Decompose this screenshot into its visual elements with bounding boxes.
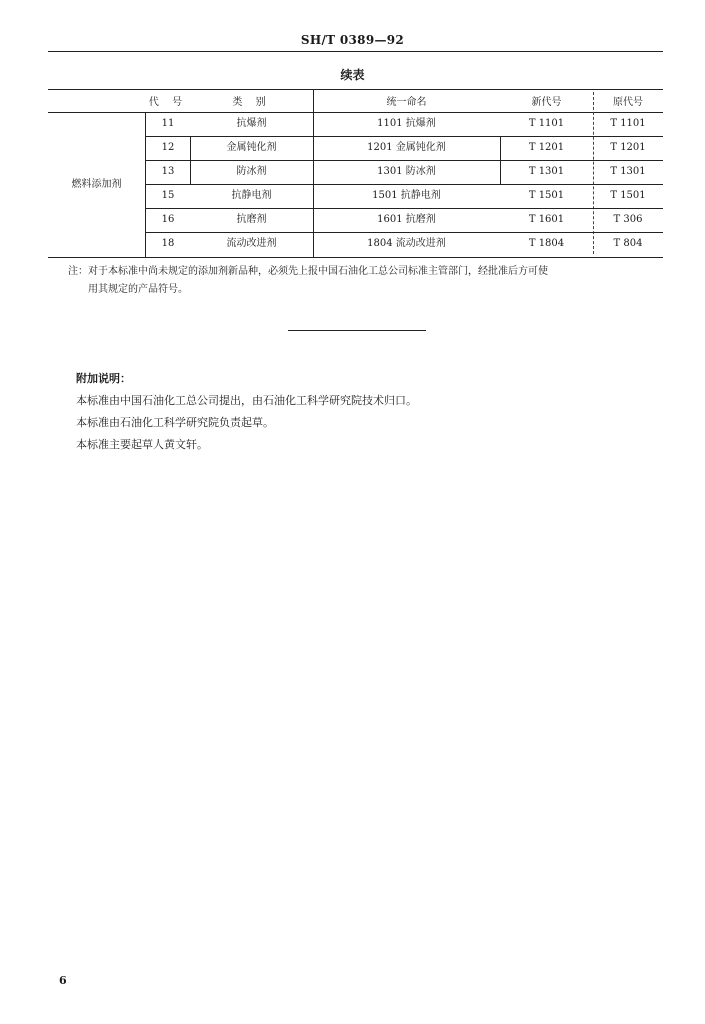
row-category: 抗爆剂 [236,118,267,129]
column-header-category: 类 别 [232,97,271,108]
row-new-code: T 1201 [528,142,565,153]
column-header-code: 代 号 [148,97,188,108]
row-code: 16 [161,214,175,225]
row-unified-name: 1201 金属钝化剂 [367,142,446,153]
table-header-border [48,112,663,113]
table-caption: 续表 [340,68,365,82]
row-old-code: T 1101 [610,118,646,129]
row-old-code: T 306 [613,214,643,225]
page-number: 6 [59,974,67,987]
row-new-code: T 1601 [528,214,565,225]
row-category: 流动改进剂 [226,238,277,249]
row-separator [145,136,663,137]
note-text-line-2: 用其规定的产品符号。 [88,284,188,295]
note-text-line-1: 对于本标准中尚未规定的添加剂新品种，必须先上报中国石油化工总公司标准主管部门，经批准后方可使 [88,266,548,277]
addendum-line: 本标准由石油化工科学研究院负责起草。 [76,416,274,429]
row-category: 抗静电剂 [231,190,272,201]
column-header-old-code: 原代号 [613,97,643,108]
row-code: 13 [161,166,175,177]
row-separator [145,160,663,161]
column-header-unified-name: 统一命名 [386,97,427,108]
row-new-code: T 1101 [528,118,565,129]
row-separator [145,184,663,185]
row-code: 15 [161,190,175,201]
standard-code: SH/T 0389—92 [300,33,405,47]
table-top-border [48,89,663,90]
addendum-line: 本标准由中国石油化工总公司提出，由石油化工科学研究院技术归口。 [76,394,417,407]
row-unified-name: 1501 抗静电剂 [372,190,441,201]
row-unified-name: 1804 流动改进剂 [367,238,446,249]
row-new-code: T 1804 [528,238,565,249]
addendum-line: 本标准主要起草人黄文轩。 [76,438,208,451]
column-header-new-code: 新代号 [531,97,562,108]
row-unified-name: 1101 抗爆剂 [377,118,436,129]
row-new-code: T 1501 [528,190,565,201]
note-label: 注： [68,266,88,277]
row-code: 11 [161,118,175,129]
row-separator [145,208,663,209]
group-label: 燃料添加剂 [71,179,122,190]
row-category: 防冰剂 [236,166,267,177]
row-old-code: T 1201 [610,142,646,153]
row-category: 金属钝化剂 [226,142,277,153]
row-category: 抗磨剂 [236,214,267,225]
row-unified-name: 1601 抗磨剂 [377,214,436,225]
row-unified-name: 1301 防冰剂 [377,166,436,177]
section-separator [288,330,426,331]
row-old-code: T 1501 [610,190,646,201]
row-new-code: T 1301 [528,166,565,177]
row-code: 12 [161,142,175,153]
row-old-code: T 804 [613,238,643,249]
row-old-code: T 1301 [610,166,646,177]
header-rule [48,51,663,52]
addendum-title: 附加说明： [76,372,131,385]
row-separator [145,232,663,233]
row-code: 18 [161,238,175,249]
table-bottom-border [48,257,663,258]
